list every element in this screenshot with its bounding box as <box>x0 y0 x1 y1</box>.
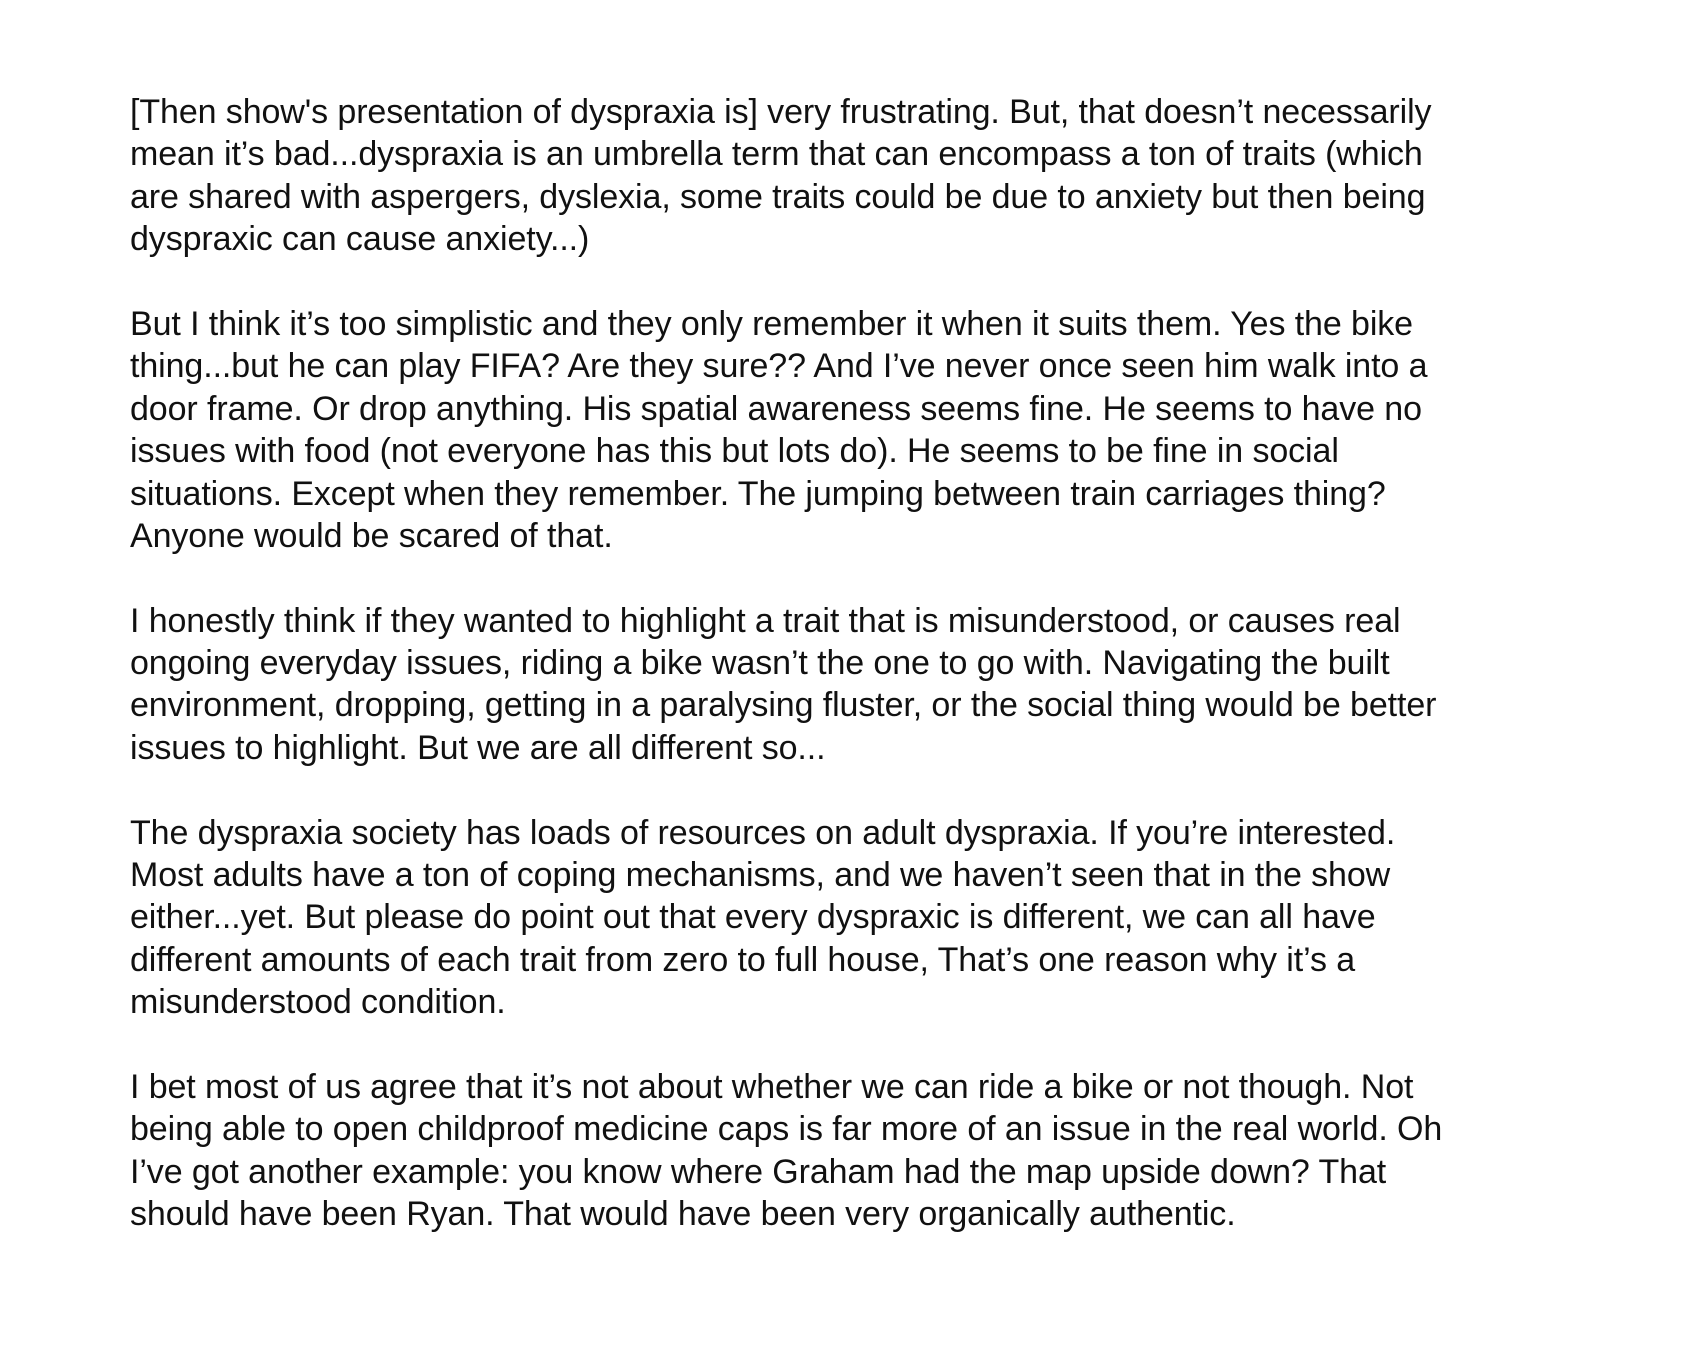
text-line: situations. Except when they remember. The jumping between train carriages thing? <box>130 474 1386 513</box>
text-line: are shared with aspergers, dyslexia, some traits could be due to anxiety but then being <box>130 177 1426 216</box>
text-line: environment, dropping, getting in a paralysing fluster, or the social thing would be better <box>130 686 1437 725</box>
text-line: door frame. Or drop anything. His spatial awareness seems fine. He seems to have no <box>130 389 1422 428</box>
document-body <box>130 91 1570 1236</box>
text-line: mean it’s bad...dyspraxia is an umbrella term that can encompass a ton of traits (which <box>130 135 1423 174</box>
paragraph-5 <box>130 1066 1570 1236</box>
text-line: issues to highlight. But we are all different so... <box>130 728 826 767</box>
text-line: issues with food (not everyone has this but lots do). He seems to be fine in social <box>130 432 1339 471</box>
text-line: I’ve got another example: you know where Graham had the map upside down? That <box>130 1152 1387 1191</box>
text-line: [Then show's presentation of dyspraxia is] very frustrating. But, that doesn’t necessarily <box>130 93 1432 131</box>
text-line: should have been Ryan. That would have been very organically authentic. <box>130 1195 1236 1234</box>
text-line: being able to open childproof medicine caps is far more of an issue in the real world. Oh <box>130 1110 1443 1149</box>
paragraph-4 <box>130 812 1570 1024</box>
text-line: different amounts of each trait from zero to full house, That’s one reason why it’s a <box>130 940 1355 979</box>
paragraph-1 <box>130 91 1570 261</box>
text-line: Most adults have a ton of coping mechanisms, and we haven’t seen that in the show <box>130 856 1391 895</box>
text-line: misunderstood condition. <box>130 983 506 1022</box>
paragraph-2 <box>130 303 1570 557</box>
text-line: dyspraxic can cause anxiety...) <box>130 220 590 259</box>
text-line: But I think it’s too simplistic and they only remember it when it suits them. Yes the bike <box>130 304 1413 343</box>
text-line: I honestly think if they wanted to highlight a trait that is misunderstood, or causes real <box>130 601 1401 640</box>
text-line: I bet most of us agree that it’s not about whether we can ride a bike or not though. Not <box>130 1067 1414 1106</box>
text-line: Anyone would be scared of that. <box>130 516 613 555</box>
text-line: ongoing everyday issues, riding a bike wasn’t the one to go with. Navigating the built <box>130 644 1390 683</box>
text-line: thing...but he can play FIFA? Are they sure?? And I’ve never once seen him walk into a <box>130 347 1428 386</box>
text-line: either...yet. But please do point out that every dyspraxic is different, we can all have <box>130 898 1376 937</box>
text-line: The dyspraxia society has loads of resources on adult dyspraxia. If you’re interested. <box>130 813 1396 852</box>
paragraph-3 <box>130 600 1570 770</box>
